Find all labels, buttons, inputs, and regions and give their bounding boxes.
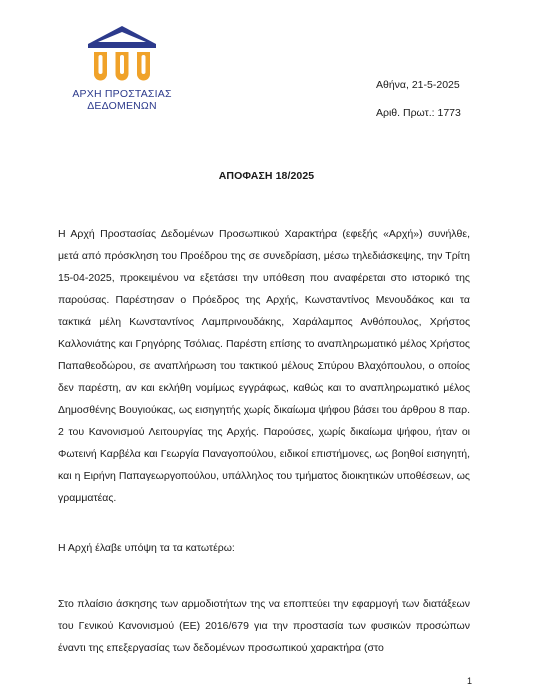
paragraph-considerations: Η Αρχή έλαβε υπόψη τα τα κατωτέρω: <box>58 542 235 554</box>
paragraph-context: Στο πλαίσιο άσκησης των αρμοδιοτήτων της να εποπτεύει την εφαρμογή των διατάξεων του Γενικού Κανονισμού (ΕΕ) 2016/679 για την προστασία των φυσικών προσώπων έναντι της επεξεργασίας των δεδομένων προσωπικού χαρακτήρα (στο <box>58 598 470 654</box>
document-date: Αθήνα, 21-5-2025 <box>376 79 460 91</box>
page-number: 1 <box>467 676 473 686</box>
logo-text-line1: ΑΡΧΗ ΠΡΟΣΤΑΣΙΑΣ <box>72 88 172 100</box>
temple-logo-icon <box>84 24 160 86</box>
paragraph-intro: Η Αρχή Προστασίας Δεδομένων Προσωπικού Χαρακτήρα (εφεξής «Αρχή») συνήλθε, μετά από πρόσκληση του Προέδρου της σε συνεδρίαση, μέσω τηλεδιάσκεψης, την Τρίτη 15-04-2025, προκειμένου να εξετάσει την υπόθεση που αναφέρεται στο ιστορικό της παρούσας. Παρέστησαν ο Πρόεδρος της Αρχής, Κωνσταντίνος Μενουδάκος και τα τακτικά μέλη Κωνσταντίνος Λαμπρινουδάκης, Χαράλαμπος Ανθόπουλος, Χρήστος Καλλονιάτης και Γρηγόρης Τσόλιας. Παρέστη επίσης το αναπληρωματικό μέλος Χρήστος Παπαθεοδώρου, σε αναπλήρωση του τακτικού μέλους Σπύρου Βλαχόπουλου, ο οποίος δεν παρέστη, αν και εκλήθη νομίμως εγγράφως, καθώς και το αναπληρωματικό μέλος Δημοσθένης Βουγιούκας, ως εισηγητής χωρίς δικαίωμα ψήφου βάσει του άρθρου 8 παρ. 2 του Κανονισμού Λειτουργίας της Αρχής. Παρούσες, χωρίς δικαίωμα ψήφου, ήταν οι Φωτεινή Καρβέλα και Γεωργία Παναγοπούλου, ειδικοί επιστήμονες, ως βοηθοί εισηγητή, και η Ειρήνη Παπαγεωργοπούλου, υπάλληλος του τμήματος διοικητικών υποθέσεων, ως γραμματέας. <box>58 228 470 504</box>
authority-logo <box>72 24 172 112</box>
logo-text-line2: ΔΕΔΟΜΕΝΩΝ <box>87 100 157 112</box>
protocol-number: Αριθ. Πρωτ.: 1773 <box>376 107 461 119</box>
decision-title: ΑΠΟΦΑΣΗ 18/2025 <box>218 170 315 182</box>
